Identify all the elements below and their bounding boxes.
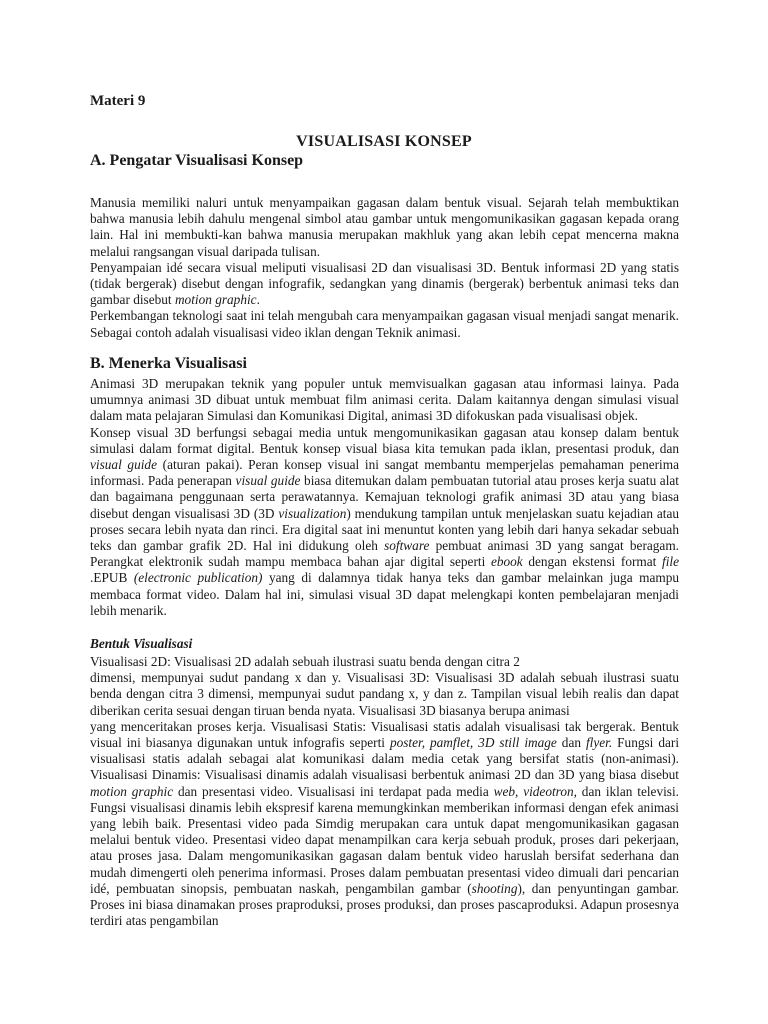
paragraph: yang menceritakan proses kerja. Visualisasi Statis: Visualisasi statis adalah visualisasi tak bergerak. Bentuk visual ini biasanya digunakan untuk infografis seperti poster, pamflet, 3D still image dan flyer. Fungsi dari visualisasi statis adalah sebagai alat komunikasi dalam media cetak yang bersifat statis (non-animasi). Visualisasi Dinamis: Visualisasi dinamis adalah visualisasi berbentuk animasi 2D dan 3D yang biasa disebut motion graphic dan presentasi video. Visualisasi ini terdapat pada media web, videotron, dan iklan televisi. Fungsi visualisasi dinamis lebih ekspresif karena memungkinkan memberikan informasi dengan efek animasi yang lebih baik. Presentasi video pada Simdig merupakan cara untuk dapat mengomunikasikan gagasan melalui bentuk video. Presentasi video dapat menampilkan cara kerja sebuah produk, proses dari pekerjaan, atau proses jasa. Dalam mengomunikasikan gagasan dalam bentuk video haruslah bersifat sederhana dan mudah dimengerti oleh penerima informasi. Proses dalam pembuatan presentasi video dimuali dari pencarian idé, pembuatan sinopsis, pembuatan naskah, pengambilan gambar (shooting), dan penyuntingan gambar. Proses ini biasa dinamakan proses praproduksi, proses produksi, dan proses pascaproduksi. Adapun prosesnya terdiri atas pengambilan: [90, 718, 680, 929]
section-b-heading: B. Menerka Visualisasi: [90, 355, 247, 372]
bentuk-visualisasi-heading: Bentuk Visualisasi: [90, 636, 193, 651]
section-a-heading: A. Pengatar Visualisasi Konsep: [90, 152, 304, 169]
paragraph: Penyampaian idé secara visual meliputi visualisasi 2D dan visualisasi 3D. Bentuk informasi 2D yang statis (tidak bergerak) disebut dengan infografik, sedangkan yang dinamis (bergerak) berbentuk animasi teks dan gambar disebut motion graphic.: [90, 259, 679, 308]
paragraph: Visualisasi 2D: Visualisasi 2D adalah sebuah ilustrasi suatu benda dengan citra 2: [90, 654, 520, 669]
section-a-body: [90, 195, 679, 341]
paragraph: dimensi, mempunyai sudut pandang x dan y. Visualisasi 3D: Visualisasi 3D adalah sebuah ilustrasi suatu benda dengan citra 3 dimensi, mempunyai sudut pandang x, y dan z. Tampilan visual lebih realis dan dapat diberikan cerita sesuai dengan tiruan benda nyata. Visualisasi 3D biasanya berupa animasi: [90, 670, 679, 718]
materi-label: Materi 9: [90, 93, 146, 109]
paragraph: Manusia memiliki naluri untuk menyampaikan gagasan dalam bentuk visual. Sejarah telah membuktikan bahwa manusia lebih dahulu mengenal simbol atau gambar untuk mengomunikasikan gagasan kepada orang lain. Hal ini membukti-kan bahwa manusia merupakan makhluk yang akan lebih cepat mencerna makna melalui rangsangan visual daripada tulisan.: [90, 195, 679, 259]
section-b-body: [90, 376, 679, 619]
paragraph: Animasi 3D merupakan teknik yang populer untuk memvisualkan gagasan atau informasi lainya. Pada umumnya animasi 3D dibuat untuk membuat film animasi cerita. Dalam kaitannya dengan simulasi visual dalam mata pelajaran Simulasi dan Komunikasi Digital, animasi 3D difokuskan pada visualisasi objek.: [90, 376, 679, 424]
page-title: VISUALISASI KONSEP: [296, 133, 472, 150]
paragraph: Perkembangan teknologi saat ini telah mengubah cara menyampaikan gagasan visual menjadi sangat menarik. Sebagai contoh adalah visualisasi video iklan dengan Teknik animasi.: [90, 308, 679, 340]
bentuk-visualisasi-body: [90, 654, 679, 929]
paragraph: Konsep visual 3D berfungsi sebagai media untuk mengomunikasikan gagasan atau konsep dalam bentuk simulasi dalam format digital. Bentuk konsep visual biasa kita temukan pada iklan, presentasi produk, dan visual guide (aturan pakai). Peran konsep visual ini sangat membantu memperjelas pemahaman penerima informasi. Pada penerapan visual guide biasa ditemukan dalam pembuatan tutorial atau proses kerja suatu alat dan bagaimana penggunaan serta perawatannya. Kemajuan teknologi grafik animasi 3D atau yang biasa disebut dengan visualisasi 3D (3D visualization) mendukung tampilan untuk menjelaskan suatu kejadian atau proses secara lebih nyata dan rinci. Era digital saat ini menuntut konten yang lebih dari hanya sekadar sebuah teks dan gambar grafik 2D. Hal ini didukung oleh software pembuat animasi 3D yang sangat beragam. Perangkat elektronik sudah mampu membaca bahan ajar digital seperti ebook dengan ekstensi format file .EPUB (electronic publication) yang di dalamnya tidak hanya teks dan gambar melainkan juga mampu membaca format video. Dalam hal ini, simulasi visual 3D dapat melengkapi konten pembelajaran menjadi lebih menarik.: [90, 424, 680, 618]
